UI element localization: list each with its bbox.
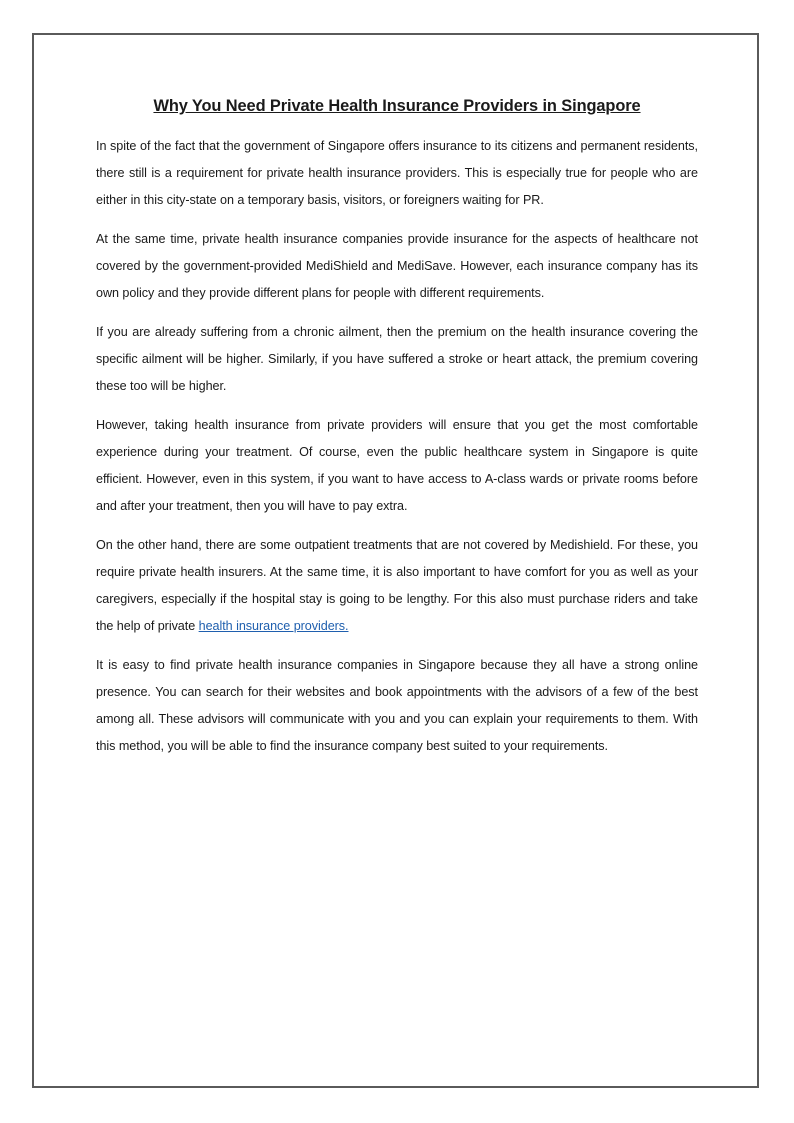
- page-title: Why You Need Private Health Insurance Providers in Singapore: [153, 97, 641, 115]
- paragraph-5: [96, 532, 698, 640]
- health-insurance-providers-link[interactable]: health insurance providers.: [198, 619, 349, 633]
- paragraph-4: However, taking health insurance from private providers will ensure that you get the most comfortable experience during your treatment. Of course, even the public healthcare system in Singapore is quite efficient. However, even in this system, if you want to have access to A-class wards or private rooms before and after your treatment, then you will have to pay extra.: [96, 418, 698, 513]
- document-body: [96, 93, 698, 772]
- paragraph-2: At the same time, private health insurance companies provide insurance for the aspects of healthcare not covered by the government-provided MediShield and MediSave. However, each insurance company has its own policy and they provide different plans for people with different requirements.: [96, 232, 698, 300]
- paragraph-5-text: On the other hand, there are some outpatient treatments that are not covered by Medishield. For these, you require private health insurers. At the same time, it is also important to have comfort for you as well as your caregivers, especially if the hospital stay is going to be lengthy. For this also must purchase riders and take the help of private: [96, 538, 698, 633]
- paragraph-6: It is easy to find private health insurance companies in Singapore because they all have a strong online presence. You can search for their websites and book appointments with the advisors of a few of the best among all. These advisors will communicate with you and you can explain your requirements to them. With this method, you will be able to find the insurance company best suited to your requirements.: [96, 658, 698, 753]
- paragraph-3: If you are already suffering from a chronic ailment, then the premium on the health insurance covering the specific ailment will be higher. Similarly, if you have suffered a stroke or heart attack, the premium covering these too will be higher.: [96, 325, 698, 393]
- paragraph-1: In spite of the fact that the government of Singapore offers insurance to its citizens and permanent residents, there still is a requirement for private health insurance providers. This is especially true for people who are either in this city-state on a temporary basis, visitors, or foreigners waiting for PR.: [96, 139, 698, 207]
